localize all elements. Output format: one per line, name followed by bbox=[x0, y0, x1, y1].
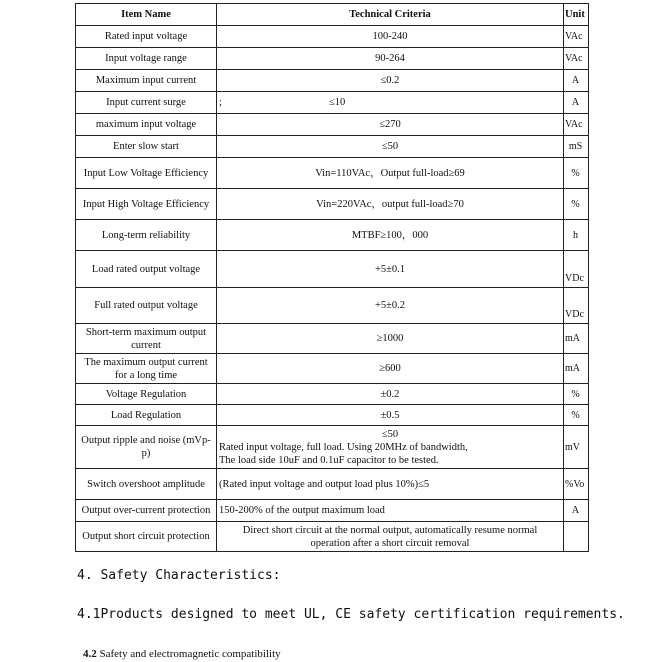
row-unit: h bbox=[564, 220, 589, 251]
table-row bbox=[76, 48, 589, 70]
header-item-name: Item Name bbox=[76, 4, 217, 26]
section-4-2-number: 4.2 bbox=[83, 648, 97, 660]
row-unit: mA bbox=[564, 354, 589, 384]
row-criteria: Direct short circuit at the normal output, automatically resume normal operation after a short circuit removal bbox=[217, 522, 564, 552]
table-row bbox=[76, 469, 589, 500]
row-unit: mA bbox=[564, 324, 589, 354]
row-criteria: ≤50 bbox=[217, 136, 564, 158]
row-unit: A bbox=[564, 92, 589, 114]
row-unit: % bbox=[564, 189, 589, 220]
row-unit: mV bbox=[564, 426, 589, 469]
section-4-1-text: 4.1Products designed to meet UL, CE safety certification requirements. bbox=[77, 607, 625, 622]
row-criteria: +5±0.2 bbox=[217, 288, 564, 324]
table-row bbox=[76, 251, 589, 288]
row-item: Input Low Voltage Efficiency bbox=[76, 158, 217, 189]
table-row bbox=[76, 288, 589, 324]
row-criteria: ±0.2 bbox=[217, 384, 564, 405]
row-criteria: ±0.5 bbox=[217, 405, 564, 426]
row-unit: VAc bbox=[564, 48, 589, 70]
row-item: Input High Voltage Efficiency bbox=[76, 189, 217, 220]
ripple-condition-1: Rated input voltage, full load. Using 20MHz of bandwidth, bbox=[219, 441, 468, 453]
row-unit: %Vo bbox=[564, 469, 589, 500]
ripple-condition-2: The load side 10uF and 0.1uF capacitor to be tested. bbox=[219, 454, 439, 466]
row-item: The maximum output current for a long time bbox=[76, 354, 217, 384]
section-4-2-heading bbox=[83, 648, 281, 660]
table-row bbox=[76, 158, 589, 189]
row-criteria: Vin=110VAc，Output full-load≥69 bbox=[217, 158, 564, 189]
row-criteria: MTBF≥100，000 bbox=[217, 220, 564, 251]
row-criteria: ≤0.2 bbox=[217, 70, 564, 92]
table-row bbox=[76, 384, 589, 405]
row-unit: VDc bbox=[564, 251, 589, 288]
row-unit: A bbox=[564, 500, 589, 522]
row-item: Long-term reliability bbox=[76, 220, 217, 251]
row-unit: % bbox=[564, 158, 589, 189]
row-item: Voltage Regulation bbox=[76, 384, 217, 405]
table-row bbox=[76, 426, 589, 469]
table-header-row bbox=[76, 4, 589, 26]
row-unit: % bbox=[564, 384, 589, 405]
table-row bbox=[76, 114, 589, 136]
row-item: Load rated output voltage bbox=[76, 251, 217, 288]
table-row bbox=[76, 70, 589, 92]
row-unit: % bbox=[564, 405, 589, 426]
header-unit: Unit bbox=[564, 4, 589, 26]
table-row bbox=[76, 92, 589, 114]
row-criteria: 150-200% of the output maximum load bbox=[217, 500, 564, 522]
row-unit: VDc bbox=[564, 288, 589, 324]
row-item: Load Regulation bbox=[76, 405, 217, 426]
row-unit: mS bbox=[564, 136, 589, 158]
spec-table bbox=[75, 3, 589, 552]
row-item: Output short circuit protection bbox=[76, 522, 217, 552]
row-criteria: ≤270 bbox=[217, 114, 564, 136]
table-row bbox=[76, 500, 589, 522]
header-technical-criteria: Technical Criteria bbox=[217, 4, 564, 26]
row-criteria: Vin=220VAc，output full-load≥70 bbox=[217, 189, 564, 220]
ripple-limit: ≤50 bbox=[381, 428, 399, 440]
row-item: Short-term maximum output current bbox=[76, 324, 217, 354]
row-item: Output over-current protection bbox=[76, 500, 217, 522]
table-row bbox=[76, 522, 589, 552]
row-criteria: 90-264 bbox=[217, 48, 564, 70]
table-row bbox=[76, 189, 589, 220]
row-criteria: 100-240 bbox=[217, 26, 564, 48]
row-criteria: ≥600 bbox=[217, 354, 564, 384]
section-4-2-title: Safety and electromagnetic compatibility bbox=[96, 648, 281, 660]
row-item: Rated input voltage bbox=[76, 26, 217, 48]
surge-value: ≤10 bbox=[329, 97, 346, 108]
row-item: Input voltage range bbox=[76, 48, 217, 70]
row-item: Full rated output voltage bbox=[76, 288, 217, 324]
row-unit: A bbox=[564, 70, 589, 92]
row-item: Switch overshoot amplitude bbox=[76, 469, 217, 500]
table-row bbox=[76, 405, 589, 426]
row-item: Maximum input current bbox=[76, 70, 217, 92]
row-criteria: +5±0.1 bbox=[217, 251, 564, 288]
row-unit: VAc bbox=[564, 114, 589, 136]
row-item: maximum input voltage bbox=[76, 114, 217, 136]
row-item: Input current surge bbox=[76, 92, 217, 114]
table-row bbox=[76, 136, 589, 158]
surge-prefix: ; bbox=[219, 97, 222, 108]
row-criteria: ≥1000 bbox=[217, 324, 564, 354]
row-criteria bbox=[217, 92, 564, 114]
table-row bbox=[76, 324, 589, 354]
section-4-heading: 4. Safety Characteristics: bbox=[77, 568, 281, 583]
row-criteria bbox=[217, 426, 564, 469]
table-row bbox=[76, 220, 589, 251]
row-unit bbox=[564, 522, 589, 552]
table-row bbox=[76, 354, 589, 384]
table-row bbox=[76, 26, 589, 48]
row-unit: VAc bbox=[564, 26, 589, 48]
row-criteria: (Rated input voltage and output load plus 10%)≤5 bbox=[217, 469, 564, 500]
row-item: Output ripple and noise (mVp-p) bbox=[76, 426, 217, 469]
row-item: Enter slow start bbox=[76, 136, 217, 158]
